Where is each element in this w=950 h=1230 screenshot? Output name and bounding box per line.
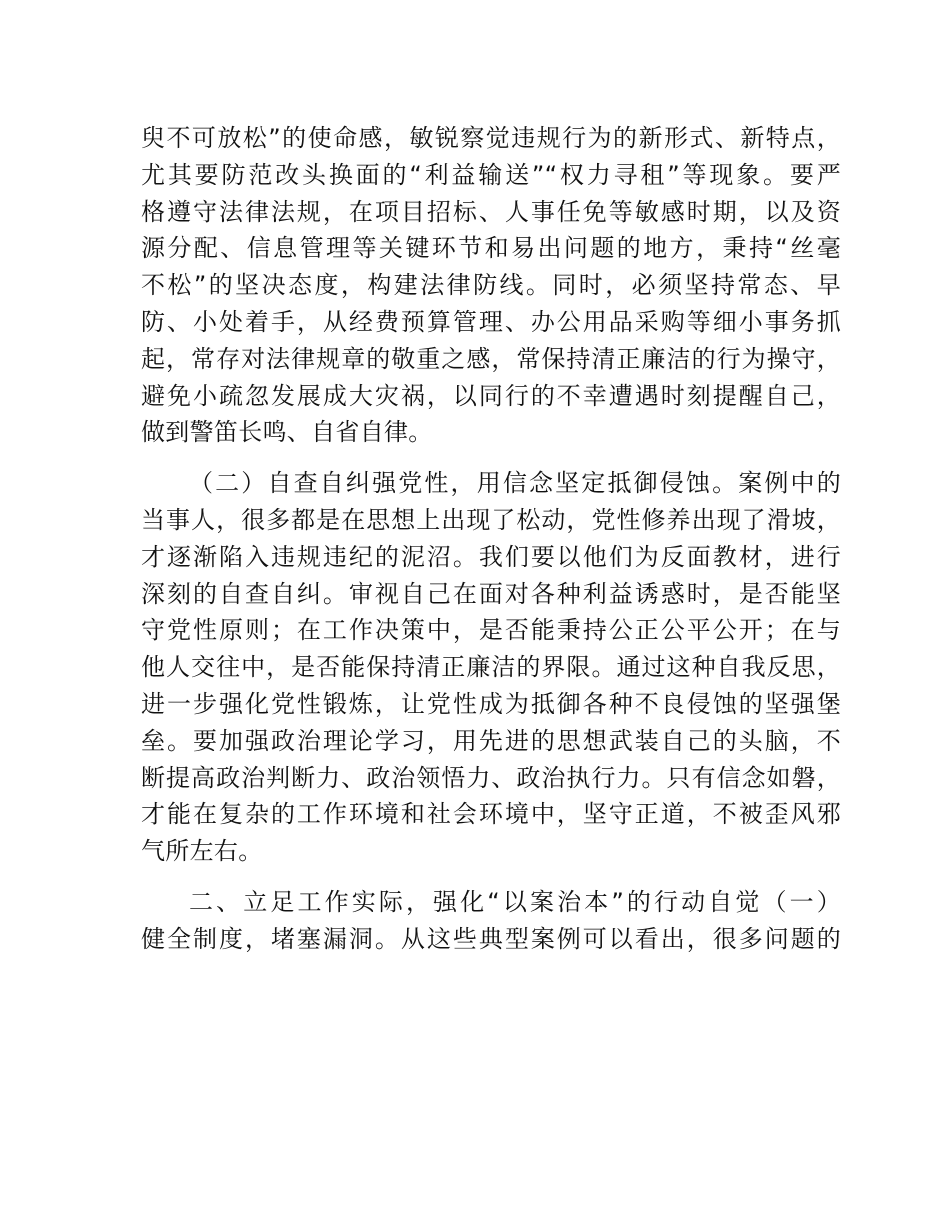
document-body [141,120,841,972]
text-line: 不松”的坚决态度，构建法律防线。同时，必须坚持常态、早 [141,271,841,300]
text-line: 做到警笛长鸣、自省自律。 [141,418,433,447]
text-line: 格遵守法律法规，在项目招标、人事任免等敏感时期，以及资 [141,197,841,226]
text-line: 避免小疏忽发展成大灾祸，以同行的不幸遭遇时刻提醒自己， [141,381,841,410]
text-line: （二）自查自纠强党性，用信念坚定抵御侵蚀。案例中的 [189,469,841,498]
paragraph-2 [141,465,841,870]
text-line: 进一步强化党性锻炼，让党性成为抵御各种不良侵蚀的坚强堡 [141,689,841,718]
text-line: 起，常存对法律规章的敬重之感，常保持清正廉洁的行为操守， [141,344,841,373]
text-line: 深刻的自查自纠。审视自己在面对各种利益诱惑时，是否能坚 [141,579,841,608]
text-line: 才能在复杂的工作环境和社会环境中，坚守正道，不被歪风邪 [141,800,841,829]
text-line: 健全制度，堵塞漏洞。从这些典型案例可以看出，很多问题的 [141,924,841,953]
text-line: 守党性原则；在工作决策中，是否能秉持公正公平公开；在与 [141,616,841,645]
text-line: 尤其要防范改头换面的“利益输送”“权力寻租”等现象。要严 [141,160,841,189]
text-line: 当事人，很多都是在思想上出现了松动，党性修养出现了滑坡， [141,505,841,534]
text-line: 源分配、信息管理等关键环节和易出问题的地方，秉持“丝毫 [141,234,841,263]
text-line: 二、立足工作实际，强化“以案治本”的行动自觉（一） [189,887,841,916]
text-line: 防、小处着手，从经费预算管理、办公用品采购等细小事务抓 [141,307,841,336]
paragraph-3 [141,884,841,958]
paragraph-1 [141,120,841,451]
text-line: 断提高政治判断力、政治领悟力、政治执行力。只有信念如磐， [141,763,841,792]
text-line: 臾不可放松”的使命感，敏锐察觉违规行为的新形式、新特点， [141,124,841,152]
text-line: 才逐渐陷入违规违纪的泥沼。我们要以他们为反面教材，进行 [141,542,841,571]
text-line: 气所左右。 [141,837,263,866]
text-line: 垒。要加强政治理论学习，用先进的思想武装自己的头脑，不 [141,726,841,755]
text-line: 他人交往中，是否能保持清正廉洁的界限。通过这种自我反思， [141,653,841,682]
